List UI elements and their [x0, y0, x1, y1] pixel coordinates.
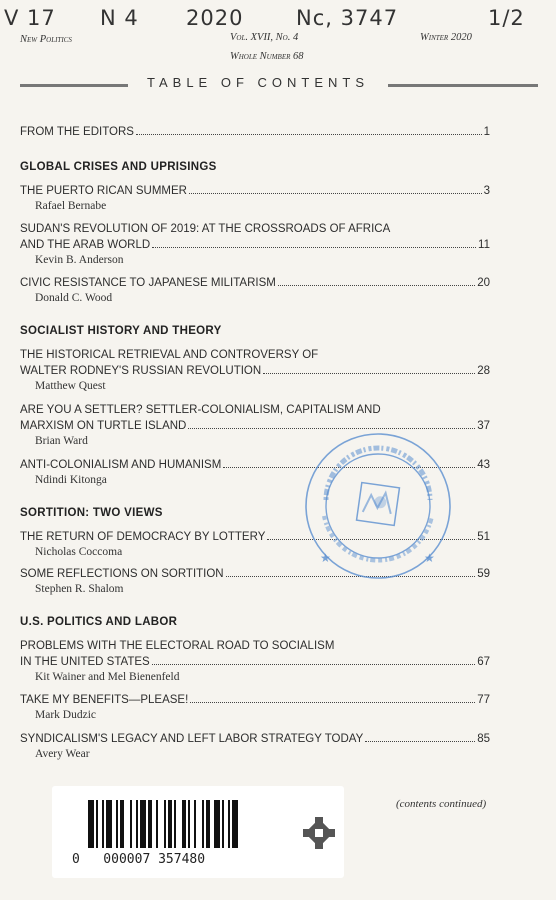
page-number: 77 — [477, 694, 490, 706]
barcode-bar — [202, 800, 204, 848]
toc-entry-electoral-road[interactable] — [20, 638, 490, 684]
entry-title: THE PUERTO RICAN SUMMER — [20, 185, 187, 197]
library-stamp — [302, 430, 454, 582]
barcode-bar — [106, 800, 112, 848]
toc-entry-puerto-rican-summer[interactable] — [20, 183, 490, 213]
header-rule-right — [388, 84, 538, 87]
barcode-bar — [174, 800, 176, 848]
barcode-bar — [206, 800, 210, 848]
entry-title: SOME REFLECTIONS ON SORTITION — [20, 568, 224, 580]
contents-continued: (contents continued) — [396, 798, 487, 810]
handwritten-code: Nc, 3747 — [296, 6, 399, 30]
entry-title-line2: IN THE UNITED STATES — [20, 656, 150, 668]
page-number: 11 — [478, 239, 490, 251]
section-heading-socialist: SOCIALIST HISTORY AND THEORY — [20, 325, 222, 337]
toc-entry-civic-resistance[interactable] — [20, 275, 490, 305]
barcode-bar — [156, 800, 158, 848]
section-heading-sortition: SORTITION: TWO VIEWS — [20, 507, 163, 519]
dot-leader — [189, 193, 482, 194]
barcode-bars — [88, 800, 298, 848]
barcode-bar — [130, 800, 132, 848]
toc-entry-sudan[interactable] — [20, 221, 490, 267]
dot-leader — [152, 247, 476, 248]
entry-title-line2: MARXISM ON TURTLE ISLAND — [20, 420, 187, 432]
svg-text:★: ★ — [424, 551, 435, 565]
entry-title-line2: AND THE ARAB WORLD — [20, 239, 151, 251]
barcode-bar — [232, 800, 238, 848]
entry-title-line1: SUDAN'S REVOLUTION OF 2019: AT THE CROSSROADS OF AFRICA — [20, 223, 391, 235]
page-number: 37 — [477, 420, 490, 432]
toc-entry-take-my-benefits[interactable] — [20, 692, 490, 722]
barcode-bar — [88, 800, 94, 848]
svg-text:★: ★ — [320, 551, 331, 565]
page-number: 59 — [477, 568, 490, 580]
page-number: 43 — [477, 459, 490, 471]
dot-leader — [190, 702, 475, 703]
section-heading-politics: U.S. POLITICS AND LABOR — [20, 616, 178, 628]
whole-number: Whole Number 68 — [230, 51, 304, 62]
handwritten-volume: V 17 — [4, 6, 56, 30]
dot-leader — [278, 285, 475, 286]
handwritten-fraction: 1/2 — [488, 6, 525, 30]
entry-title: THE RETURN OF DEMOCRACY BY LOTTERY — [20, 531, 266, 543]
entry-title-line2: WALTER RODNEY'S RUSSIAN REVOLUTION — [20, 365, 262, 377]
page-number: 85 — [477, 733, 490, 745]
handwritten-number: N 4 — [100, 6, 139, 30]
barcode-bar — [222, 800, 224, 848]
volume-issue: Vol. XVII, No. 4 — [230, 32, 299, 43]
barcode-bar — [188, 800, 190, 848]
toc-title: TABLE OF CONTENTS — [147, 75, 369, 90]
barcode-bar — [116, 800, 118, 848]
toc-entry-syndicalism[interactable] — [20, 731, 490, 761]
dot-leader — [365, 741, 475, 742]
dot-leader — [152, 664, 475, 665]
entry-title-line1: PROBLEMS WITH THE ELECTORAL ROAD TO SOCIALISM — [20, 640, 335, 652]
dot-leader — [136, 134, 482, 135]
barcode-sticker — [52, 786, 344, 878]
entry-title: TAKE MY BENEFITS—PLEASE! — [20, 694, 189, 706]
page-number: 51 — [477, 531, 490, 543]
page-number: 67 — [477, 656, 490, 668]
barcode-bar — [214, 800, 220, 848]
barcode-bar — [194, 800, 196, 848]
entry-author: Brian Ward — [35, 435, 88, 447]
entry-title-line1: ARE YOU A SETTLER? SETTLER-COLONIALISM, CAPITALISM AND — [20, 404, 381, 416]
entry-author: Rafael Bernabe — [35, 200, 107, 212]
barcode-bar — [148, 800, 152, 848]
entry-title: SYNDICALISM'S LEGACY AND LEFT LABOR STRATEGY TODAY — [20, 733, 364, 745]
handwritten-year: 2020 — [186, 6, 244, 30]
journal-name: New Politics — [20, 34, 72, 45]
entry-author: Stephen R. Shalom — [35, 583, 124, 595]
toc-entry-walter-rodney[interactable] — [20, 347, 490, 393]
section-heading-global: GLOBAL CRISES AND UPRISINGS — [20, 161, 217, 173]
issue-season: Winter 2020 — [420, 32, 472, 43]
entry-author: Donald C. Wood — [35, 292, 113, 304]
barcode-bar — [182, 800, 186, 848]
entry-title: ANTI-COLONIALISM AND HUMANISM — [20, 459, 222, 471]
dot-leader — [188, 428, 475, 429]
entry-author: Kevin B. Anderson — [35, 254, 124, 266]
toc-entry-editors[interactable] — [20, 124, 490, 140]
barcode-bar — [168, 800, 172, 848]
entry-author: Nicholas Coccoma — [35, 546, 123, 558]
entry-author: Matthew Quest — [35, 380, 106, 392]
barcode-bar — [136, 800, 138, 848]
entry-author: Kit Wainer and Mel Bienenfeld — [35, 671, 180, 683]
entry-author: Mark Dudzic — [35, 709, 96, 721]
barcode-bar — [96, 800, 98, 848]
entry-author: Ndindi Kitonga — [35, 474, 107, 486]
page-number: 1 — [483, 126, 490, 138]
header-rule-left — [20, 84, 128, 87]
page-number: 28 — [477, 365, 490, 377]
entry-author: Avery Wear — [35, 748, 90, 760]
barcode-bar — [120, 800, 124, 848]
entry-title: CIVIC RESISTANCE TO JAPANESE MILITARISM — [20, 277, 276, 289]
barcode-bar — [228, 800, 230, 848]
dot-leader — [263, 373, 475, 374]
barcode-bar — [102, 800, 104, 848]
library-logo — [300, 814, 338, 852]
barcode-bar — [140, 800, 146, 848]
barcode-bar — [164, 800, 166, 848]
page-number: 20 — [477, 277, 490, 289]
entry-title: FROM THE EDITORS — [20, 126, 134, 138]
barcode-number: 0 000007 357480 — [72, 852, 206, 867]
entry-title-line1: THE HISTORICAL RETRIEVAL AND CONTROVERSY OF — [20, 349, 319, 361]
page-number: 3 — [483, 185, 490, 197]
